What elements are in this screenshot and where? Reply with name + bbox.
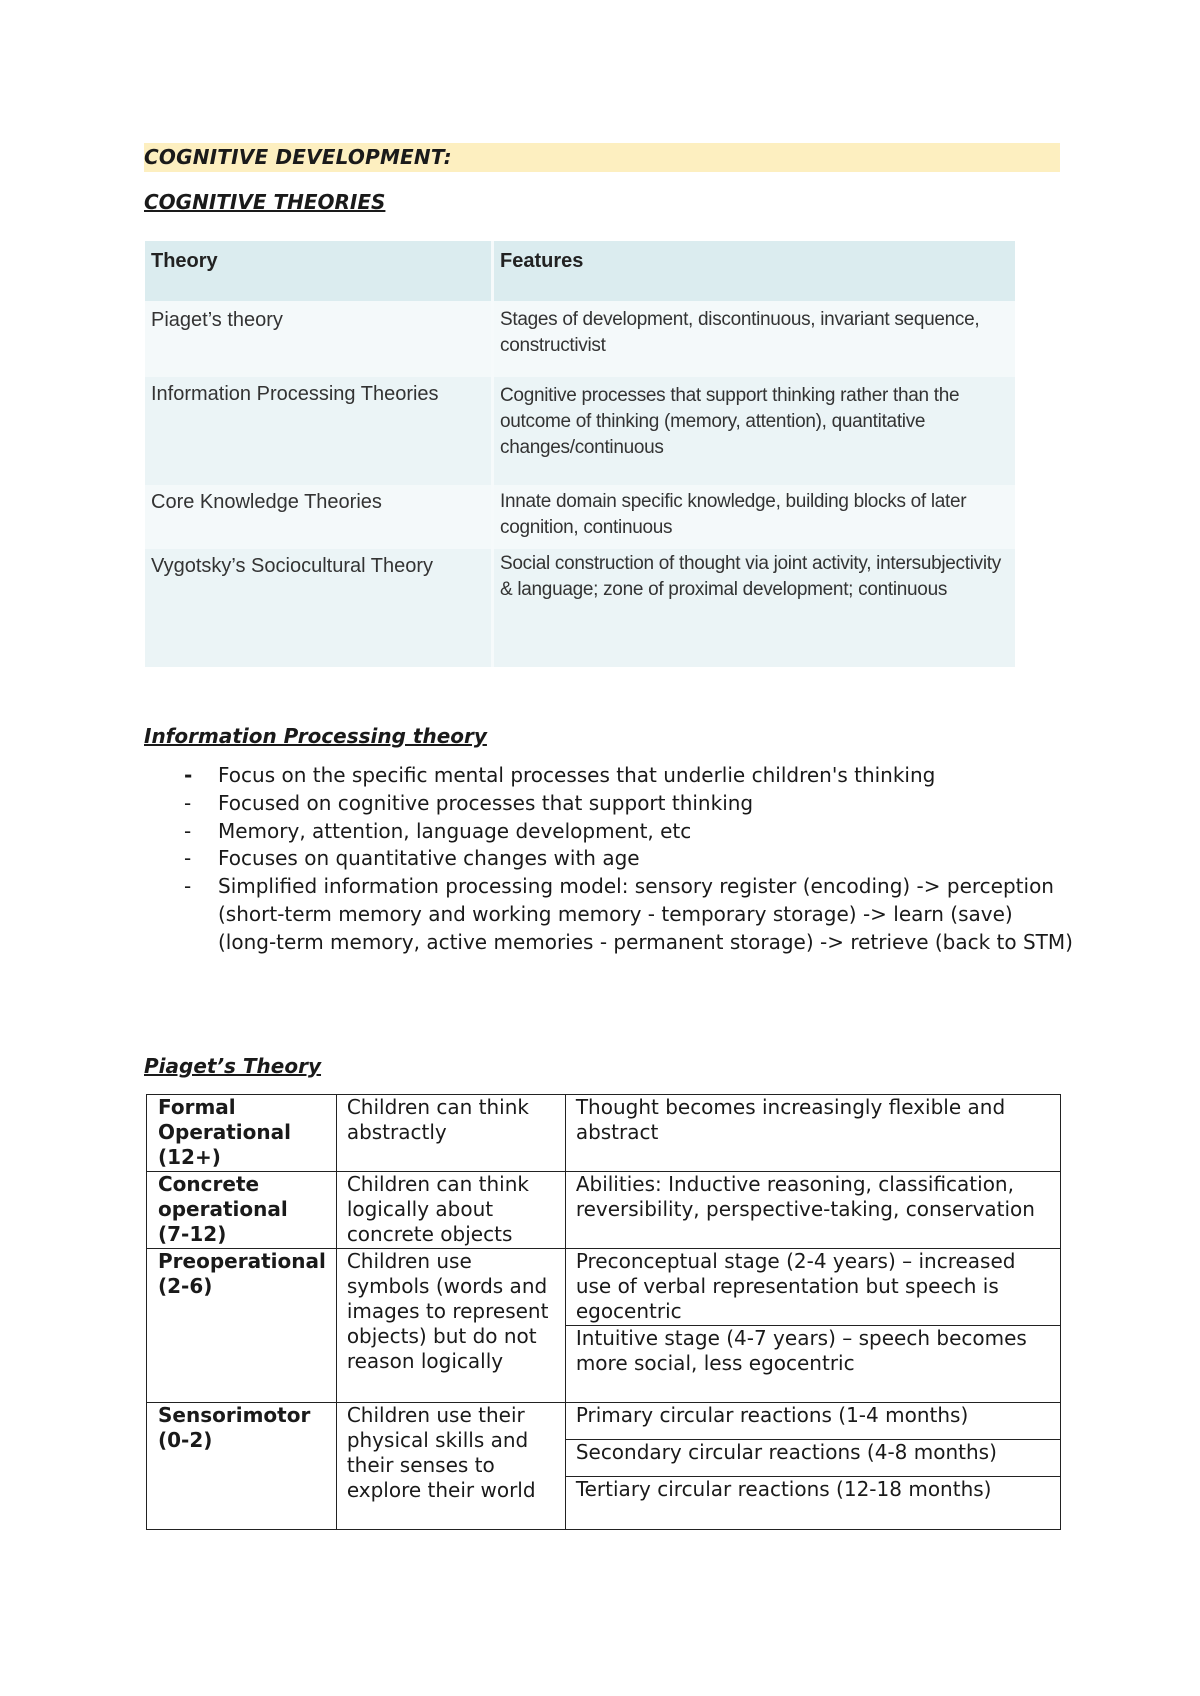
table-row: [145, 485, 1015, 549]
table-row: [145, 549, 1015, 667]
stage-detail: Secondary circular reactions (4-8 months): [565, 1440, 1060, 1477]
table-row: [145, 377, 1015, 485]
theory-features: Innate domain specific knowledge, building blocks of later cognition, continuous: [494, 485, 1015, 549]
stage-detail: Preconceptual stage (2-4 years) – increased use of verbal representation but speech is egocentric: [565, 1249, 1060, 1326]
stage-name: Preoperational (2-6): [147, 1249, 337, 1403]
stage-name: Sensorimotor (0-2): [147, 1403, 337, 1530]
stage-name: Formal Operational (12+): [147, 1095, 337, 1172]
theory-features: Cognitive processes that support thinking rather than the outcome of thinking (memory, attention), quantitative changes/continuous: [494, 377, 1015, 485]
list-item: - Focused on cognitive processes that support thinking: [184, 790, 754, 815]
theory-name: Information Processing Theories: [145, 377, 494, 485]
stage-description: Children use symbols (words and images to represent objects) but do not reason logically: [336, 1249, 565, 1403]
list-item: - Memory, attention, language development, etc: [184, 818, 692, 843]
list-item: - Simplified information processing model: sensory register (encoding) -> perception (short-term memory and working memory - temporary storage) -> learn (save) (long-term memory, active memories - permanent storage) -> retrieve (back to STM): [184, 874, 1073, 954]
table-row: [147, 1403, 1061, 1440]
section-subtitle: COGNITIVE THEORIES: [144, 190, 386, 214]
theory-name: Core Knowledge Theories: [145, 485, 494, 549]
column-header: Features: [494, 241, 1015, 301]
table-row: [145, 301, 1015, 377]
stage-name: Concrete operational (7-12): [147, 1172, 337, 1249]
table-row: [147, 1095, 1061, 1172]
piaget-heading: Piaget’s Theory: [144, 1054, 322, 1078]
table-header-row: [145, 241, 1015, 301]
stage-detail: Tertiary circular reactions (12-18 months): [565, 1477, 1060, 1530]
stage-description: Children can think abstractly: [336, 1095, 565, 1172]
theories-table: [145, 241, 1015, 667]
column-header: Theory: [145, 241, 494, 301]
info-processing-heading: Information Processing theory: [144, 724, 487, 748]
theory-features: Social construction of thought via joint activity, intersubjectivity & language; zone of proximal development; continuous: [494, 549, 1015, 667]
theory-features: Stages of development, discontinuous, invariant sequence, constructivist: [494, 301, 1015, 377]
stage-description: Children use their physical skills and their senses to explore their world: [336, 1403, 565, 1530]
stage-description: Children can think logically about concrete objects: [336, 1172, 565, 1249]
stage-detail: Thought becomes increasingly flexible and abstract: [565, 1095, 1060, 1172]
info-processing-list: [144, 762, 1074, 957]
theory-name: Vygotsky’s Sociocultural Theory: [145, 549, 494, 667]
theory-name: Piaget’s theory: [145, 301, 494, 377]
piaget-stages-table: [146, 1094, 1061, 1530]
list-item: - Focuses on quantitative changes with age: [184, 846, 640, 871]
page-title: COGNITIVE DEVELOPMENT:: [144, 143, 1060, 172]
stage-detail: Abilities: Inductive reasoning, classification, reversibility, perspective-taking, conservation: [565, 1172, 1060, 1249]
table-row: [147, 1249, 1061, 1326]
table-row: [147, 1172, 1061, 1249]
stage-detail: Intuitive stage (4-7 years) – speech becomes more social, less egocentric: [565, 1326, 1060, 1403]
list-item: - Focus on the specific mental processes that underlie children's thinking: [184, 763, 936, 787]
stage-detail: Primary circular reactions (1-4 months): [565, 1403, 1060, 1440]
